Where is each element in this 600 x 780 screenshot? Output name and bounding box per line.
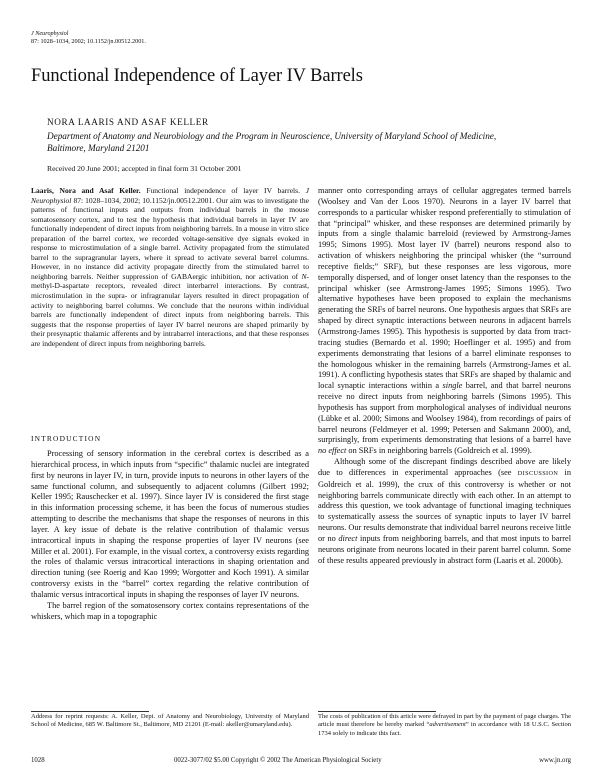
author-names: NORA LAARIS AND ASAF KELLER [47,117,209,127]
journal-name: J Neurophysiol [31,30,69,37]
right-p1-italic-single: single [442,381,463,391]
intro-paragraph-2: The barrel region of the somatosensory cortex contains representations of the whiskers, which map in a topographic [31,600,309,621]
abstract [31,186,309,348]
right-p2-discussion: DISCUSSION [517,469,559,477]
footnote-costs-part-a: The costs of publication of this article were defrayed in part by the payment of page charges. The article must therefore be hereby marked “ [318,713,571,729]
footnote-reprint-address: Address for reprint requests: A. Keller, Dept. of Anatomy and Neurobiology, University of Maryland School of Medicine, 685 W. Baltimore St., Baltimore, MD 21201 (E-mail: akeller@umaryland.edu). [31,713,309,729]
abstract-body-end: -methyl-D-aspartate receptors, revealed direct interbarrel interactions. By contrast, microstimulation in the supra- or infragranular layers resulted in direct propagation of activity to neighboring barrel columns. We conclude that the neurons within individual barrels are functionally independent of direct inputs from neighboring barrels. This suggests that the response properties of layer IV barrel neurons are shaped primarily by their presynaptic thalamic afferents and by intrabarrel interactions, and that these responses are independent of direct inputs from neighboring barrels. [31,271,309,348]
abstract-nmda-prefix: N [301,271,307,281]
page-number: 1028 [31,757,45,764]
right-paragraph-1 [318,186,571,457]
footnote-costs-part-b: ” in accordance with 18 U.S.C. Section 1734 solely to indicate this fact. [318,721,571,737]
affiliation-line-2: Baltimore, Maryland 21201 [47,143,150,153]
abstract-lead: Laaris, Nora and Asaf Keller. [31,186,141,195]
journal-citation: 87: 1028–1034, 2002; 10.1152/jn.00512.2001. [31,38,146,45]
right-p1-part-a: manner onto corresponding arrays of cellular aggregates termed barrels (Woolsey and Van der Loos 1970). Neurons in a layer IV barrel that corresponds to a particular whisker respond preferentially to stimulation of that “principal” whisker, and these responses are determined primarily by inputs from a single thalamic barreloid (reviewed by Armstrong-James 1995; Simons 1995). Most layer IV (barrel) neurons respond also to activation of whiskers neighboring the principal whisker (the “surround receptive fields;” SRF), but these responses are less vigorous, more temporally dispersed, and of longer onset latency than the responses to the principal whisker (see Armstrong-James 1995; Simons 1995). Two alternative hypotheses have been proposed to explain the mechanisms generating the SRFs of barrel neurons. One hypothesis argues that SRFs are shaped by direct synaptic interactions between neurons in adjacent barrels (Armstrong-James 1995). This hypothesis is supported by data from tract-tracing studies (Bernardo et al. 1990; Hoeflinger et al. 1995) and from experiments demonstrating that lesions of a barrel eliminate responses to the homologous whisker in the remaining barrels (Armstrong-James et al. 1991). A conflicting hypothesis states that SRFs are shaped by thalamic and local synaptic interactions within a [318,186,571,391]
received-dates: Received 20 June 2001; accepted in final form 31 October 2001 [47,164,242,173]
copyright-line: 0022-3077/02 $5.00 Copyright © 2002 The American Physiological Society [174,757,382,764]
right-p2-part-b: in Goldreich et al. 1999), the crux of this controversy is whether or not neighboring barrels communicate directly with each other. In an attempt to address this question, we took advantage of functional imaging techniques to systematically assess the sources of synaptic inputs to layer IV barrel neurons. Our results demonstrate that individual barrel neurons receive little or no [318,467,572,543]
right-column-text [318,186,571,567]
right-p1-italic-no-effect: no effect [318,446,347,456]
author-affiliation [47,130,567,154]
abstract-body: 87: 1028–1034, 2002; 10.1152/jn.00512.2001. Our aim was to investigate the patterns of functional inputs and outputs from individual barrels in the mouse somatosensory cortex, and to test the hypothesis that individual barrels in layer IV are functionally independent of direct inputs from neighboring barrels. In a mouse in vitro slice preparation of the barrel cortex, we recorded voltage-sensitive dye signals evoked in response to microstimulation of a single barrel. Activity propagated from the stimulated barrel to the supragranular layers, where it spread to activate several barrel columns. However, in no instance did activity propagate directly from the stimulated barrel to neighboring barrels. Neither suppression of GABAergic inhibition, nor activation of [31,195,309,281]
footnote-publication-costs [318,713,571,738]
right-paragraph-2 [318,457,571,566]
journal-header [31,30,146,46]
intro-paragraph-1: Processing of sensory information in the cerebral cortex is described as a hierarchical process, in which inputs from “specific” thalamic nuclei are integrated first by neurons in layer IV, in turn, provide inputs to neurons in other layers of the same functional column, and subsequently to adjacent columns (Gilbert 1992; Keller 1995; Rauschecker et al. 1997). Since layer IV is considered the first stage in this information processing scheme, it has been the focus of numerous studies attempting to describe the mechanisms that shape the responses of neurons in this layer. A key issue of debate is the relative contribution of thalamic versus intracortical inputs in shaping the response properties of layer IV neurons (see Miller et al. 2001). For example, in the visual cortex, a controversy exists regarding the roles of thalamic versus intracortical interactions in shaping orientation and direction tuning (see Roerig and Kao 1999; Worgotter and Koch 1991). A similar controversy exists in the “barrel” cortex regarding the relative contribution of thalamic versus intracortical inputs in shaping the responses of layer IV neurons. [31,449,309,599]
right-p1-part-c: on SRFs in neighboring barrels (Goldreich et al. 1999). [346,446,532,456]
article-title: Functional Independence of Layer IV Barrels [31,66,363,86]
right-p2-part-c: inputs from neighboring barrels, and that most inputs to barrel neurons originate from neurons located in their parent barrel column. Some of these results appeared previously in abstract form (Laaris et al. 2000b). [318,534,571,565]
section-heading-introduction: INTRODUCTION [31,434,102,443]
introduction-text [31,449,309,623]
journal-website: www.jn.org [539,757,571,764]
abstract-citation: J Neurophysiol [31,186,309,205]
footnote-advertisement: advertisement [429,721,466,729]
footnote-divider-right [318,711,436,712]
right-p2-part-a: Although some of the discrepant findings described above are likely due to differences in experimental approaches (see [318,457,571,477]
right-p2-italic-direct: direct [338,534,358,543]
footnote-divider-left [31,711,149,712]
affiliation-line-1: Department of Anatomy and Neurobiology and the Program in Neuroscience, University of Maryland School of Medicine, [47,131,497,141]
abstract-lead-rest: Functional independence of layer IV barrels. [140,186,306,195]
right-p1-part-b: barrel, and that barrel neurons receive no direct inputs from neighboring barrels (Simons 1995). This hypothesis has support from morphological analyses of individual neurons (Lübke et al. 2000; Simons and Woolsey 1984), from recordings of pairs of barrel neurons (Feldmeyer et al. 1999; Petersen and Sakmann 2000), and, surprisingly, from experiments demonstrating that lesions of a barrel have [318,381,571,445]
